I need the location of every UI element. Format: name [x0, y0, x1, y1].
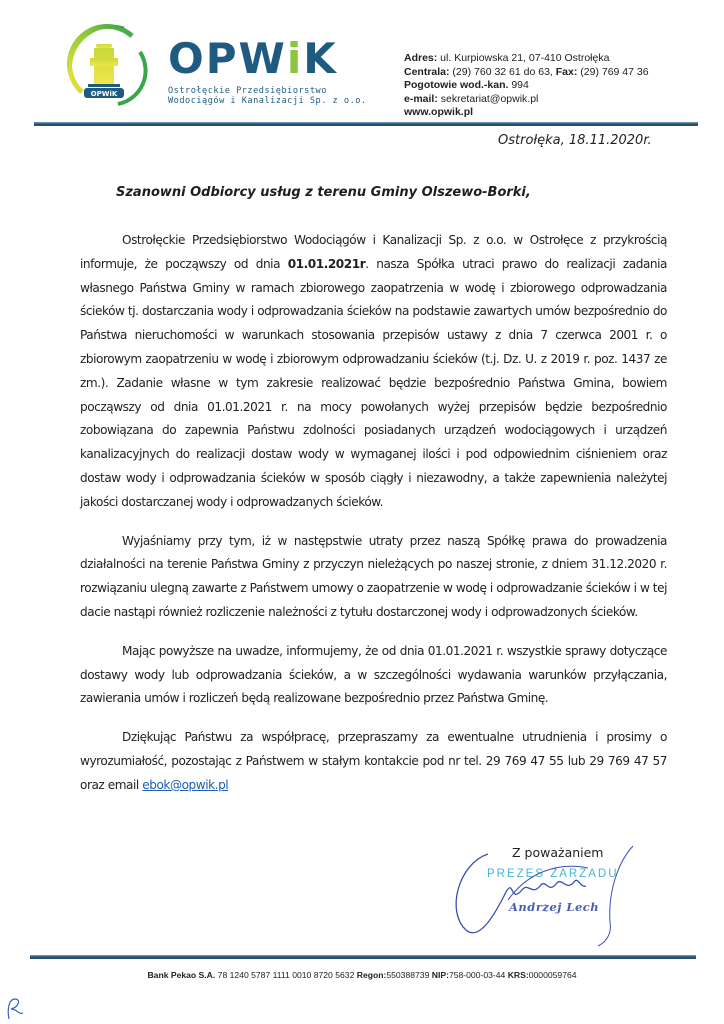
- header-divider: [34, 122, 698, 126]
- salutation: Szanowni Odbiorcy usług z terenu Gminy Olszewo-Borki,: [116, 185, 531, 200]
- logo-subtitle: [168, 86, 367, 106]
- contact-website: [404, 106, 649, 120]
- stamp-title: PREZES ZARZADU: [487, 868, 619, 880]
- company-logo: [62, 22, 367, 110]
- logo-subtitle-line2: Wodociągów i Kanalizacji Sp. z o.o.: [168, 96, 367, 106]
- contact-address: Adres: ul. Kurpiowska 21, 07-410 Ostrołęka: [404, 52, 610, 64]
- contact-block: [404, 52, 649, 120]
- handwritten-initials-icon: [3, 995, 25, 1021]
- closing-phrase: Z poważaniem: [512, 845, 604, 860]
- website-link[interactable]: www.opwik.pl: [404, 106, 474, 118]
- contact-emergency: Pogotowie wod.-kan. 994: [404, 79, 529, 91]
- paragraph-3: Mając powyższe na uwadze, informujemy, że od dnia 01.01.2021 r. wszystkie sprawy dotyczące dostawy wody lub odprowadzania ścieków, a w szczególności wydawania warunków przyłączania, zawierania umów i rozliczeń będą realizowane bezpośrednio przez Państwa Gminę.: [80, 643, 667, 706]
- footer-company-details: Bank Pekao S.A. 78 1240 5787 1111 0010 8720 5632 Regon:550388739 NIP:758-000-03-44 KRS:0000059764: [147, 970, 577, 980]
- hydrant-logo-icon: [62, 22, 154, 110]
- handwritten-signature-icon: [448, 842, 638, 947]
- place-and-date: Ostrołęka, 18.11.2020r.: [498, 133, 652, 148]
- footer-divider: [30, 955, 696, 959]
- paragraph-1: Ostrołęckie Przedsiębiorstwo Wodociągów i Kanalizacji Sp. z o.o. w Ostrołęce z przykrością informuje, że począwszy od dnia 01.01.2021r. nasza Spółka utraci prawo do realizacji zadania własnego Państwa Gminy w ramach zbiorowego zaopatrzenia w wodę i zbiorowego odprowadzania ścieków tj. dostarczania wody i odprowadzania ścieków na podstawie zawartych umów bezpośrednio do Państwa nieruchomości w warunkach stosowania przepisów ustawy z dnia 7 czerwca 2001 r. o zbiorowym zaopatrzeniu w wodę i zbiorowym odprowadzaniu ścieków (t.j. Dz. U. z 2019 r. poz. 1437 ze zm.). Zadanie własne w tym zakresie realizować będzie bezpośrednio Państwa Gmina, bowiem począwszy od dnia 01.01.2021 r. na mocy powołanych wyżej przepisów będzie bezpośrednio zobowiązana do zapewnia Państwu zdolności posiadanych urządzeń wodociągowych i urządzeń kanalizacyjnych do realizacji dostaw wody w wymaganej ilości i pod odpowiednim ciśnieniem oraz dostaw wody i odprowadzania ścieków w sposób ciągły i niezawodny, a także zapewnienia należytej jakości dostarczanej wody i odprowadzanych ścieków.: [80, 233, 667, 509]
- nip-number: 758-000-03-44: [448, 970, 508, 980]
- logo-wordmark: OPWiK: [168, 34, 338, 83]
- bank-account: 78 1240 5787 1111 0010 8720 5632: [215, 970, 357, 980]
- krs-number: 0000059764: [528, 970, 577, 980]
- letter-body: [80, 229, 667, 813]
- ebok-email-link[interactable]: ebok@opwik.pl: [142, 777, 229, 792]
- paragraph-4: Dziękując Państwu za współpracę, przepraszamy za ewentualne utrudnienia i prosimy o wyrozumiałość, pozostając z Państwem w stałym kontakcie pod nr tel. 29 769 47 55 lub 29 769 47 57 oraz email ebok@opwik.pl: [80, 730, 667, 792]
- contact-email: e-mail: sekretariat@opwik.pl: [404, 92, 539, 105]
- contact-phone: Centrala: (29) 760 32 61 do 63, Fax: (29) 769 47 36: [404, 65, 649, 78]
- stamp-name: Andrzej Lech: [509, 900, 600, 914]
- logo-badge-text: OPWiK: [90, 90, 118, 98]
- logo-subtitle-line1: Ostrołęckie Przedsiębiorstwo: [168, 86, 327, 96]
- paragraph-2: Wyjaśniamy przy tym, iż w następstwie utraty przez naszą Spółkę prawa do prowadzenia działalności na terenie Państwa Gminy z przyczyn nieleżących po naszej stronie, z dniem 31.12.2020 r. rozwiązaniu ulegną zawarte z Państwem umowy o zaopatrzenie w wodę i odprowadzanie ścieków i w tej dacie nastąpi również rozliczenie należności z tytułu dostarczonej wody i odprowadzonych ścieków.: [80, 533, 667, 619]
- regon-number: 550388739: [386, 970, 432, 980]
- email-link[interactable]: sekretariat@opwik.pl: [437, 92, 539, 105]
- logo-wordmark-i: i: [286, 34, 304, 83]
- effective-date: 01.01.2021r: [287, 256, 366, 271]
